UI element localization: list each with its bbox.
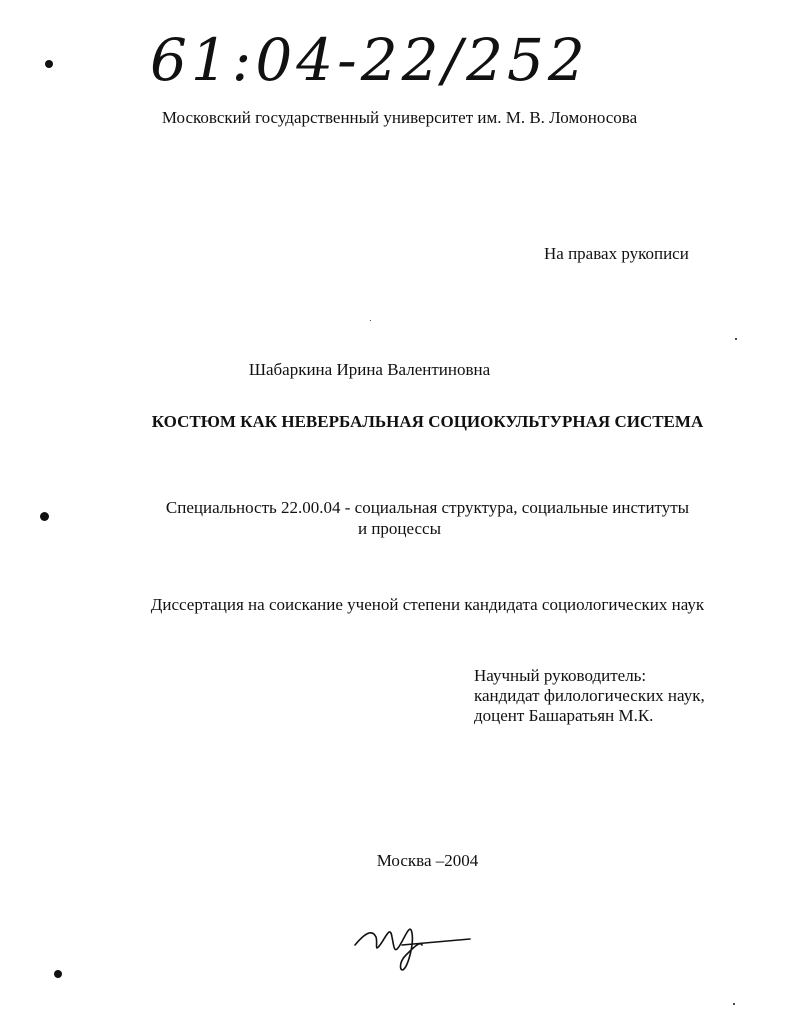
scan-speck (45, 60, 53, 68)
specialty-line-2: и процессы (357, 519, 442, 538)
scan-speck (733, 1003, 735, 1005)
scan-speck (370, 320, 371, 321)
scan-speck (40, 512, 49, 521)
author-name: Шабаркина Ирина Валентиновна (248, 360, 491, 379)
supervisor-name: доцент Башаратьян М.К. (474, 706, 654, 725)
dissertation-degree: Диссертация на соискание ученой степени кандидата социологических наук (150, 595, 705, 614)
archive-number-text: 61:04-22/252 (150, 26, 589, 94)
specialty-line-1: Специальность 22.00.04 - социальная структура, социальные институты (165, 498, 690, 517)
signature-drawing (350, 915, 475, 975)
handwritten-archive-number (140, 22, 640, 97)
university-name: Московский государственный университет им. М. В. Ломоносова (161, 108, 638, 127)
scan-speck (54, 970, 62, 978)
supervisor-degree: кандидат филологических наук, (474, 686, 705, 705)
dissertation-title: КОСТЮМ КАК НЕВЕРБАЛЬНАЯ СОЦИОКУЛЬТУРНАЯ СИСТЕМА (151, 412, 704, 431)
scan-speck (735, 338, 737, 340)
rights-note: На правах рукописи (544, 244, 689, 263)
supervisor-label: Научный руководитель: (474, 666, 647, 685)
place-year: Москва –2004 (376, 851, 479, 870)
